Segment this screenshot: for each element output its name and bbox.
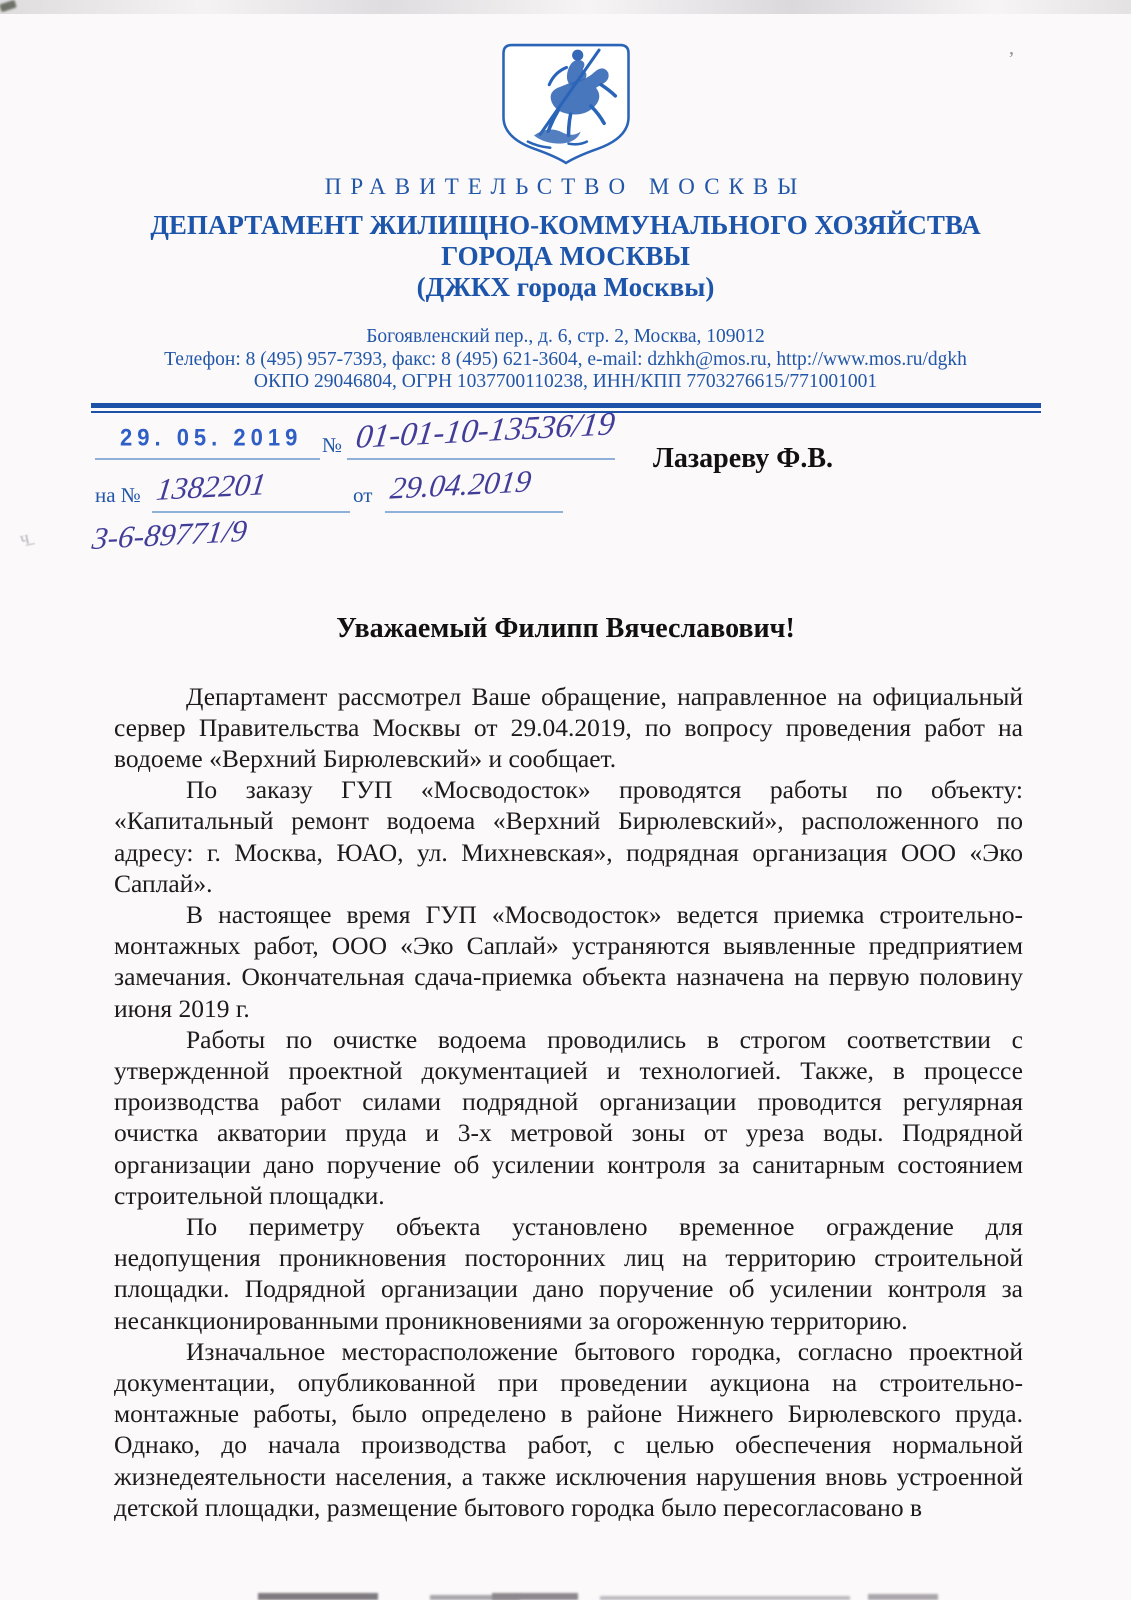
reply-to-number-handwritten: 1382201 (154, 465, 269, 507)
scan-artifact-bottom (868, 1594, 938, 1600)
scan-artifact-scribble: ч̲ (17, 527, 31, 549)
letterhead (0, 0, 1131, 413)
reply-date-label: от (353, 482, 373, 507)
reply-to-number-label: на № (95, 482, 141, 507)
government-title: ПРАВИТЕЛЬСТВО МОСКВЫ (324, 174, 807, 199)
postal-address: Богоявленский пер., д. 6, стр. 2, Москва, 109012 (366, 326, 765, 347)
paragraph-5: По периметру объекта установлено временное ограждение для недопущения проникновения посторонних лиц на территорию строительной площадки. Подрядной организации дано поручение об усилении контроля за несанкционированными проникновениями за огороженную территорию. (114, 1211, 1023, 1335)
scan-artifact-bottom (600, 1596, 850, 1600)
registration-codes: ОКПО 29046804, ОГРН 1037700110238, ИНН/КПП 7703276615/771001001 (253, 371, 878, 392)
form-rule (347, 458, 615, 460)
scan-artifact-bottom (492, 1593, 578, 1600)
phone-fax-email: Телефон: 8 (495) 957-7393, факс: 8 (495) 621-3604, e-mail: dzhkh@mos.ru, http://www.mos.ru/dgkh (164, 348, 967, 370)
paragraph-4: Работы по очистке водоема проводились в строгом соответствии с утвержденной проектной документацией и технологией. Также, в процессе производства работ силами подрядной организации проводится регулярная очистка акватории пруда и 3-х метровой зоны от уреза воды. Подрядной организации дано поручение об усилении контроля за санитарным состоянием строительной площадки. (114, 1024, 1023, 1210)
scan-artifact-speck: ’ (1008, 48, 1015, 70)
reply-date-handwritten: 29.04.2019 (388, 462, 534, 506)
department-abbreviation: (ДЖКХ города Москвы) (416, 272, 715, 302)
incoming-date-stamp: 29. 05. 2019 (120, 423, 303, 451)
outgoing-number-handwritten: 01-01-10-13536/19 (353, 405, 617, 456)
paragraph-3: В настоящее время ГУП «Мосводосток» ведется приемка строительно-монтажных работ, ООО «Эко Саплай» устраняются выявленные предприятием замечания. Окончательная сдача-приемка объекта назначена на первую половину июня 2019 г. (114, 899, 1023, 1023)
form-rule (385, 511, 563, 513)
addressee-name: Лазареву Ф.В. (653, 442, 834, 474)
reference-block (90, 405, 1036, 581)
outgoing-number-label: № (322, 432, 343, 457)
department-name-line1: ДЕПАРТАМЕНТ ЖИЛИЩНО-КОММУНАЛЬНОГО ХОЗЯЙСТВА (150, 210, 981, 240)
scan-artifact-top (0, 0, 1131, 14)
extra-reference-handwritten: 3-6-89771/9 (90, 512, 250, 556)
scan-artifact-bottom (258, 1593, 378, 1600)
letter-body (114, 681, 1023, 1523)
paragraph-6: Изначальное месторасположение бытового городка, согласно проектной документации, опубликованной при проведении аукциона на строительно-монтажные работы, было определено в районе Нижнего Бирюлевского пруда. Однако, до начала производства работ, с целью обеспечения нормальной жизнедеятельности населения, а также исключения нарушения вновь устроенной детской площадки, размещение бытового городка было пересогласовано в (114, 1336, 1023, 1522)
paragraph-1: Департамент рассмотрел Ваше обращение, направленное на официальный сервер Правительства Москвы от 29.04.2019, по вопросу проведения работ на водоеме «Верхний Бирюлевский» и сообщает. (114, 681, 1023, 773)
form-rule (152, 511, 350, 513)
moscow-coat-of-arms-icon (497, 42, 635, 166)
salutation: Уважаемый Филипп Вячеславович! (336, 612, 795, 644)
department-name-line2: ГОРОДА МОСКВЫ (441, 241, 690, 271)
contact-block (0, 326, 1131, 394)
form-rule (95, 458, 320, 460)
paragraph-2: По заказу ГУП «Мосводосток» проводятся работы по объекту: «Капитальный ремонт водоема «Верхний Бирюлевский», расположенного по адресу: г. Москва, ЮАО, ул. Михневская», подрядная организация ООО «Эко Саплай». (114, 775, 1023, 898)
